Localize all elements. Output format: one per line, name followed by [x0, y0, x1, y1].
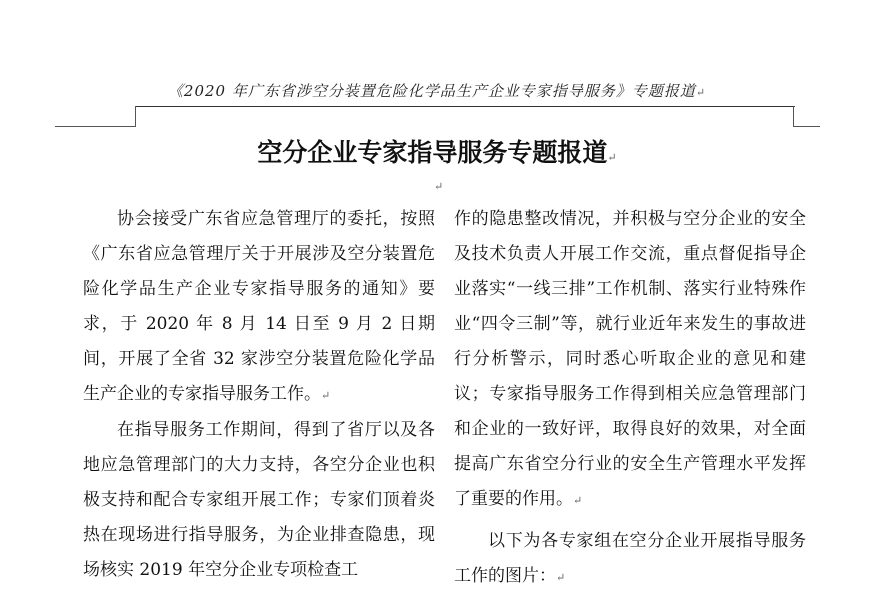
body-paragraph [83, 202, 435, 413]
left-column [83, 202, 435, 588]
body-paragraph [454, 202, 806, 518]
paragraph-mark-icon: ↵ [695, 86, 707, 99]
right-column [454, 202, 806, 595]
margin-corner-right [793, 106, 820, 127]
header-text: 《2020 年广东省涉空分装置危险化学品生产企业专家指导服务》专题报道 [167, 82, 696, 100]
paragraph-mark-icon: ↵ [556, 571, 566, 584]
paragraph-mark-icon: ↵ [573, 494, 583, 507]
margin-corner-left [55, 106, 136, 127]
paragraph-mark-icon: ↵ [607, 151, 617, 164]
header-rule [135, 106, 795, 107]
page-header [0, 80, 874, 101]
paragraph-text: 以下为各专家组在空分企业开展指导服务工作的图片： [454, 531, 806, 586]
paragraph-text: 协会接受广东省应急管理厅的委托，按照《广东省应急管理厅关于开展涉及空分装置危险化学品生产企业专家指导服务的通知》要求，于 2020 年 8 月 14 日至 9 月 2 日期间，开展了全省 32 家涉空分装置危险化学品生产企业的专家指导服务工作。 [83, 209, 435, 404]
paragraph-mark-icon: ↵ [321, 389, 331, 402]
paragraph-mark-icon: ↵ [434, 180, 444, 193]
paragraph-text: 作的隐患整改情况，并积极与空分企业的安全及技术负责人开展工作交流，重点督促指导企业落实“一线三排”工作机制、落实行业特殊作业“四令三制”等，就行业近年来发生的事故进行分析警示，同时悉心听取企业的意见和建议；专家指导服务工作得到相关应急管理部门和企业的一致好评，取得良好的效果，对全面提高广东省空分行业的安全生产管理水平发挥了重要的作用。 [454, 209, 806, 509]
title-text: 空分企业专家指导服务专题报道 [257, 138, 608, 167]
document-title [0, 133, 874, 169]
body-paragraph [83, 413, 435, 588]
body-paragraph [454, 524, 806, 595]
paragraph-text: 在指导服务工作期间，得到了省厅以及各地应急管理部门的大力支持，各空分企业也积极支持和配合专家组开展工作；专家们顶着炎热在现场进行指导服务，为企业排查隐患，现场核实 2019 年空分企业专项检查工 [83, 420, 435, 580]
